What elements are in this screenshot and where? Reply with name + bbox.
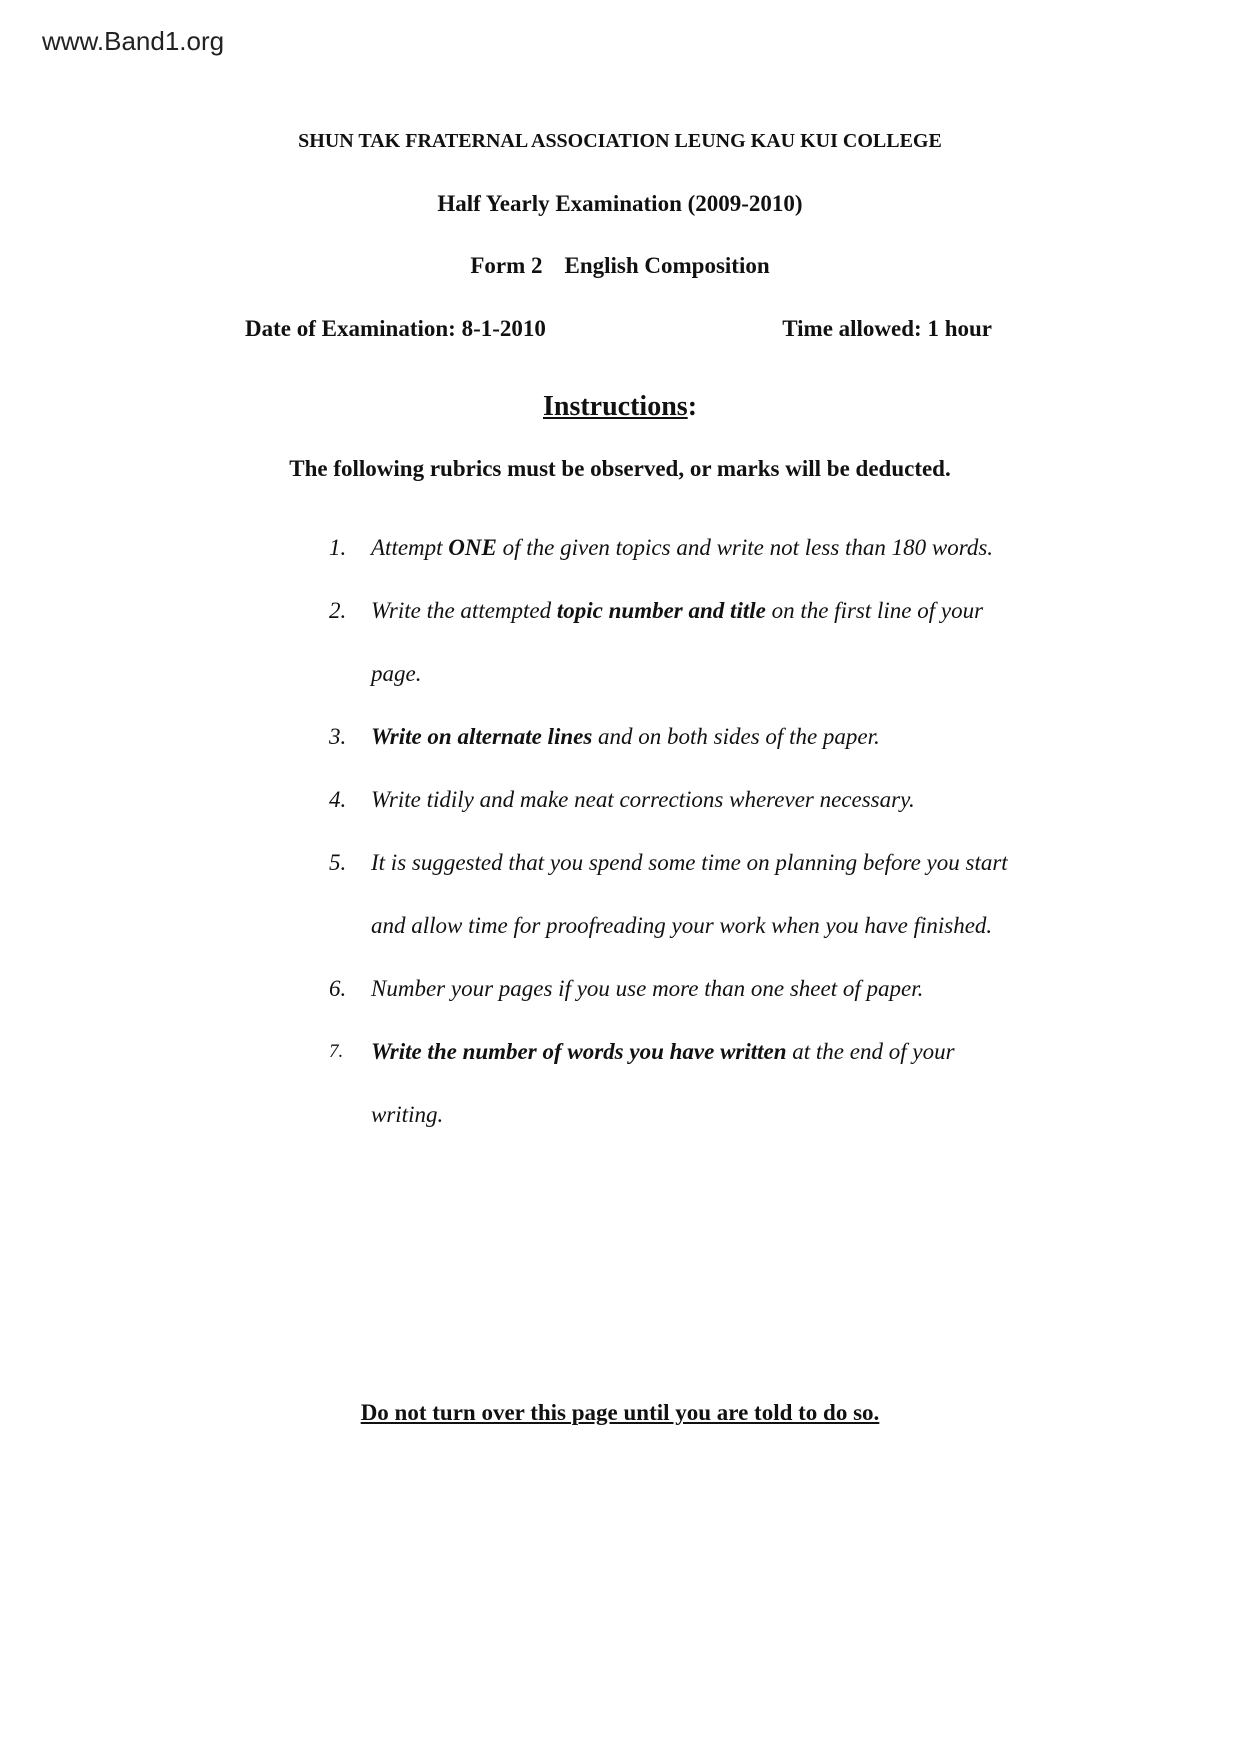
rubric-number: 5. (329, 850, 347, 875)
rubric-number: 1. (329, 535, 347, 560)
exam-date: Date of Examination: 8-1-2010 (245, 316, 546, 341)
rubric-emphasis: Write on alternate lines (371, 724, 593, 749)
rubrics-note: The following rubrics must be observed, or marks will be deducted. (289, 456, 951, 481)
school-name: SHUN TAK FRATERNAL ASSOCIATION LEUNG KAU KUI COLLEGE (298, 130, 942, 152)
subject-label: English Composition (564, 253, 770, 278)
rubric-item (329, 831, 1009, 957)
rubric-text: and on both sides of the paper. (592, 724, 880, 749)
rubric-item (329, 516, 1009, 579)
rubric-item (329, 768, 1009, 831)
footer-warning: Do not turn over this page until you are told to do so. (360, 1400, 880, 1425)
rubric-text: It is suggested that you spend some time on planning before you start and allow time for proofreading your work when you have finished. (371, 850, 1008, 938)
form-subject-line (0, 253, 1240, 279)
rubric-emphasis: ONE (448, 535, 497, 560)
rubric-item (329, 705, 1009, 768)
rubric-text: of the given topics and write not less than 180 words. (496, 535, 994, 560)
rubric-item (329, 957, 1009, 1020)
instructions-colon: : (687, 391, 698, 422)
rubric-number: 7. (329, 1041, 344, 1062)
instructions-title: Instructions (542, 391, 688, 422)
rubric-number: 6. (329, 976, 347, 1001)
instructions-heading (0, 391, 1240, 423)
rubric-text: Write tidily and make neat corrections wherever necessary. (371, 787, 915, 812)
rubric-text: Attempt (371, 535, 449, 560)
rubric-text: on the first line of your page. (371, 598, 984, 686)
exam-title: Half Yearly Examination (2009-2010) (437, 191, 803, 216)
rubrics-list (329, 516, 1009, 1146)
rubric-emphasis: Write the number of words you have written (371, 1039, 787, 1064)
rubric-text: at the end of your writing. (371, 1039, 955, 1127)
rubric-text: Number your pages if you use more than one sheet of paper. (371, 976, 924, 1001)
rubric-item (329, 1020, 1009, 1146)
rubric-number: 3. (329, 724, 347, 749)
form-label: Form 2 (470, 253, 543, 278)
time-allowed: Time allowed: 1 hour (782, 316, 992, 341)
watermark-url: www.Band1.org (42, 26, 225, 56)
rubric-number: 2. (329, 598, 347, 623)
rubric-text: Write the attempted (371, 598, 557, 623)
rubric-emphasis: topic number and title (556, 598, 766, 623)
rubric-number: 4. (329, 787, 347, 812)
rubric-item (329, 579, 1009, 705)
